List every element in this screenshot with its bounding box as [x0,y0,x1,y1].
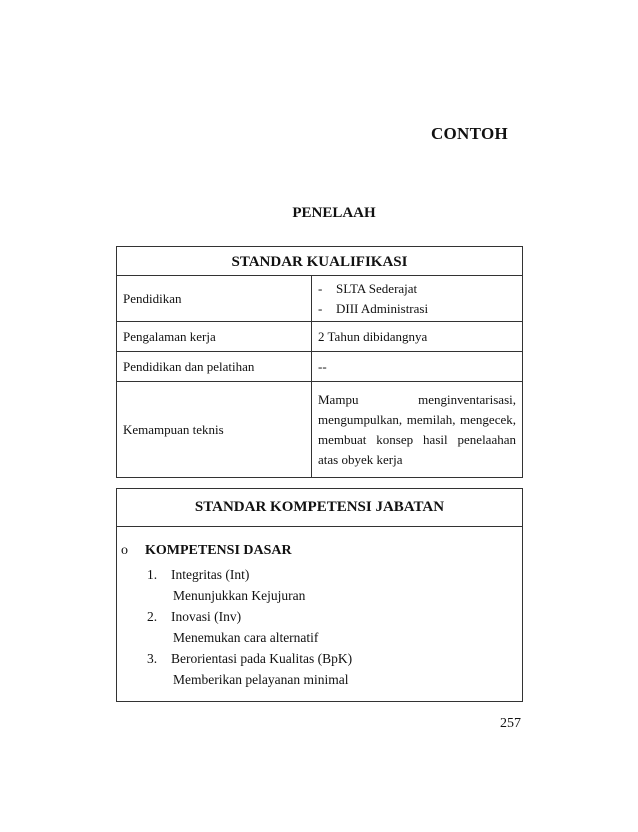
kompetensi-group [121,543,292,559]
item-number: 2. [147,609,158,624]
pendidikan-line-1: SLTA Sederajat [336,280,418,296]
row-value-kemampuan: Mampu menginventarisasi, mengumpulkan, memilah, mengecek, membuat konsep hasil penelaahan atas obyek kerja [312,382,523,478]
kualifikasi-header: STANDAR KUALIFIKASI [117,247,523,276]
row-label-pendidikan: Pendidikan [117,276,312,322]
table-row [117,352,523,382]
item-description: Menemukan cara alternatif [173,630,319,645]
kompetensi-header: STANDAR KOMPETENSI JABATAN [117,489,522,527]
pendidikan-line-2: DIII Administrasi [336,300,429,316]
list-item [147,567,249,583]
list-item [318,279,516,299]
row-value-pendidikan [312,276,523,322]
row-label-diklat: Pendidikan dan pelatihan [117,352,312,382]
item-description: Memberikan pelayanan minimal [173,672,349,687]
item-name: Integritas (Int) [171,567,250,582]
row-value-diklat: -- [312,352,523,382]
dash-marker: - [318,280,323,296]
item-description: Menunjukkan Kejujuran [173,588,306,603]
table-header-row [117,247,523,276]
dash-marker: - [318,300,323,316]
section-title: PENELAAH [292,205,376,221]
table-row [117,322,523,352]
kompetensi-group-title: KOMPETENSI DASAR [145,543,292,558]
list-item [147,609,241,625]
row-label-pengalaman: Pengalaman kerja [117,322,312,352]
table-row [117,276,523,322]
row-label-kemampuan: Kemampuan teknis [117,382,312,478]
item-name: Inovasi (Inv) [171,609,242,624]
list-item [318,299,516,319]
table-row [117,382,523,478]
row-value-pengalaman: 2 Tahun dibidangnya [312,322,523,352]
kompetensi-box [116,488,523,702]
page-title: CONTOH [430,124,508,143]
list-item [147,651,352,667]
item-number: 3. [147,651,158,666]
bullet-icon: o [121,543,128,558]
item-number: 1. [147,567,158,582]
item-name: Berorientasi pada Kualitas (BpK) [171,651,353,666]
kualifikasi-table [116,246,523,478]
page-number: 257 [500,716,521,731]
